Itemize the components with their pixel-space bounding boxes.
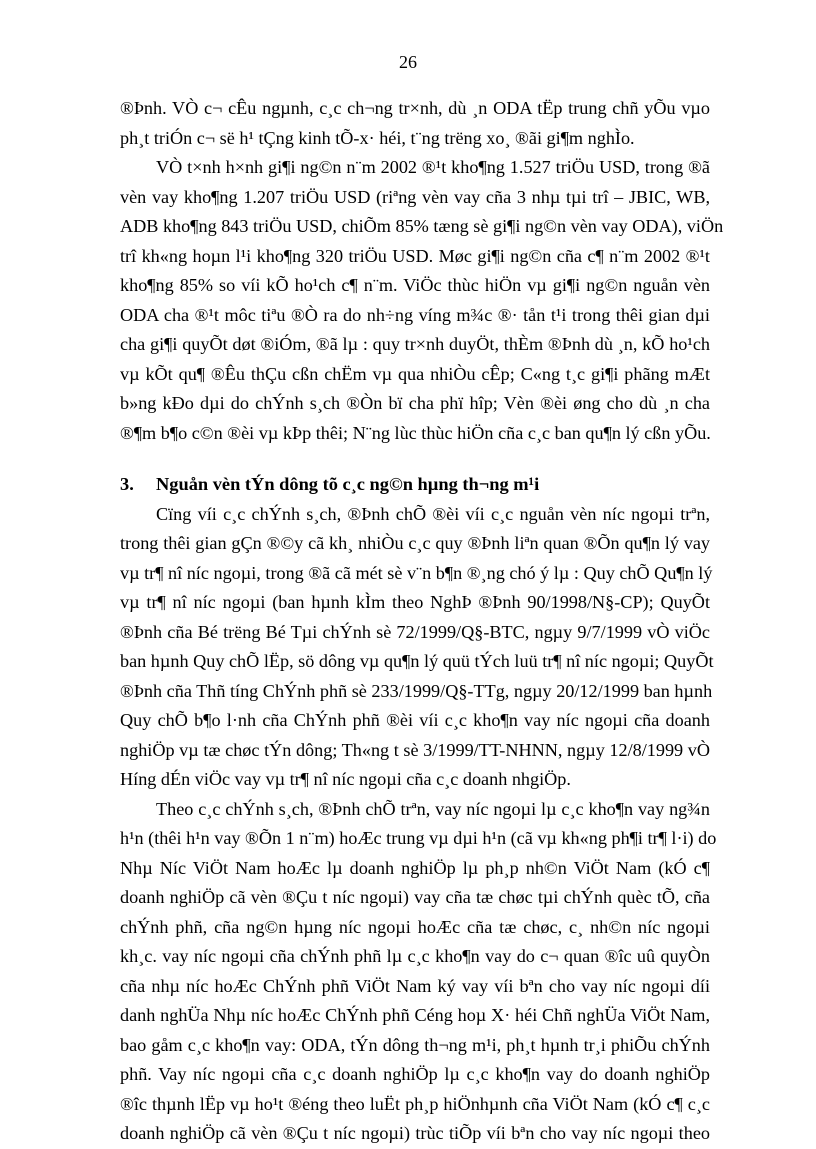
text-line: bao gåm c¸c kho¶n vay: ODA, tÝn dông th¬ng m¹i, ph¸t hµnh tr¸i phiÕu chÝnh — [120, 1034, 710, 1055]
text-line: vµ tr¶ nî níc ngoµi (ban hµnh kÌm theo NghÞ ®Þnh 90/1998/N§-CP); QuyÕt — [120, 592, 710, 612]
page-number: 26 — [399, 52, 417, 72]
text-line: phñ. Vay níc ngoµi cña c¸c doanh nghiÖp lµ c¸c kho¶n vay do doanh nghiÖp — [120, 1064, 710, 1084]
paragraph-regulations — [120, 500, 714, 795]
text-line: cña nhµ níc hoÆc ChÝnh phñ ViÖt Nam ký vay víi bªn cho vay níc ngoµi díi — [120, 975, 710, 996]
section-title: Nguån vèn tÝn dông tõ c¸c ng©n hµng th¬ng m¹i — [156, 474, 540, 494]
text-line: kh¸c. vay níc ngoµi cña chÝnh phñ lµ c¸c kho¶n vay do c¬ quan ®îc uû quyÒn — [120, 946, 710, 966]
text-line: ®Þnh cña Thñ tíng ChÝnh phñ sè 233/1999/Q§-TTg, ngµy 20/12/1999 ban hµnh — [120, 680, 713, 701]
text-line: doanh nghiÖp cã vèn ®Çu t níc ngoµi) vay cña tæ chøc tµi chÝnh quèc tÕ, cña — [120, 887, 710, 907]
text-line: cha gi¶i quyÕt døt ®iÓm, ®ã lµ : quy tr×nh duyÖt, thÈm ®Þnh dù ¸n, kÕ ho¹ch — [120, 334, 710, 354]
text-line: vèn vay kho¶ng 1.207 triÖu USD (riªng vèn vay cña 3 nhµ tµi trî – JBIC, WB, — [120, 186, 710, 207]
text-line: Híng dÉn viÖc vay vµ tr¶ nî níc ngoµi cña c¸c doanh nhgiÖp. — [120, 769, 571, 789]
section-heading — [120, 470, 710, 500]
paragraph-continuation — [120, 94, 710, 153]
text-line: chÝnh phñ, cña ng©n hµng níc ngoµi hoÆc cña tæ chøc, c¸ nh©n níc ngoµi — [120, 916, 710, 937]
text-line: ADB kho¶ng 843 triÖu USD, chiÕm 85% tæng sè gi¶i ng©n vèn vay ODA), viÖn — [120, 216, 724, 236]
text-line: nghiÖp vµ tæ chøc tÝn dông; Th«ng t sè 3/1999/TT-NHNN, ngµy 12/8/1999 vÒ — [120, 739, 710, 760]
text-line: ®îc thµnh lËp vµ ho¹t ®éng theo luËt ph¸p hiÖnhµnh cña ViÖt Nam (kÓ c¶ c¸c — [120, 1093, 710, 1114]
text-line: trî kh«ng hoµn l¹i kho¶ng 320 triÖu USD. Møc gi¶i ng©n cña c¶ n¨m 2002 ®¹t — [120, 245, 710, 266]
section-number: 3. — [120, 474, 134, 494]
text-line: trong thêi gian gÇn ®©y cã kh¸ nhiÒu c¸c quy ®Þnh liªn quan ®Õn qu¶n lý vay — [120, 533, 710, 553]
paragraph-disbursement — [120, 153, 724, 448]
text-line: Cïng víi c¸c chÝnh s¸ch, ®Þnh chÕ ®èi víi c¸c nguån vèn níc ngoµi trªn, — [156, 503, 710, 524]
text-line: doanh nghiÖp cã vèn ®Çu t níc ngoµi) trùc tiÕp víi bªn cho vay níc ngoµi theo — [120, 1123, 710, 1143]
text-line: vµ tr¶ nî níc ngoµi, trong ®ã cã mét sè v¨n b¶n ®¸ng chó ý lµ : Quy chÕ Qu¶n lý — [120, 562, 713, 583]
text-line: ®¶m b¶o c©n ®èi vµ kÞp thêi; N¨ng lùc thùc hiÖn cña c¸c ban qu¶n lý cßn yÕu. — [120, 422, 711, 443]
paragraph-foreign-loans — [120, 795, 717, 1149]
text-line: h¹n (thêi h¹n vay ®Õn 1 n¨m) hoÆc trung vµ dµi h¹n (cã vµ kh«ng ph¶i tr¶ l·i) do — [120, 828, 717, 848]
text-line: ban hµnh Quy chÕ lËp, sö dông vµ qu¶n lý quü tÝch luü tr¶ nî níc ngoµi; QuyÕt — [120, 651, 714, 671]
text-line: VÒ t×nh h×nh gi¶i ng©n n¨m 2002 ®¹t kho¶ng 1.527 triÖu USD, trong ®ã — [156, 157, 710, 177]
text-line: Quy chÕ b¶o l·nh cña ChÝnh phñ ®èi víi c¸c kho¶n vay níc ngoµi cña doanh — [120, 710, 710, 730]
text-line: ODA cha ®¹t môc tiªu ®Ò ra do nh÷ng víng m¾c ®· tån t¹i trong thêi gian dµi — [120, 304, 710, 325]
text-line: vµ kÕt qu¶ ®Êu thÇu cßn chËm vµ qua nhiÒu cÊp; C«ng t¸c gi¶i phãng mÆt — [120, 363, 710, 384]
text-line: b»ng kÐo dµi do chÝnh s¸ch ®Òn bï cha phï hîp; Vèn ®èi øng cho dù ¸n cha — [120, 393, 710, 413]
text-line: kho¶ng 85% so víi kÕ ho¹ch c¶ n¨m. ViÖc thùc hiÖn vµ gi¶i ng©n nguån vèn — [120, 275, 710, 295]
text-line: Nhµ Níc ViÖt Nam hoÆc lµ doanh nghiÖp lµ ph¸p nh©n ViÖt Nam (kÓ c¶ — [120, 857, 710, 878]
text-line: ®Þnh cña Bé trëng Bé Tµi chÝnh sè 72/1999/Q§-BTC, ngµy 9/7/1999 vÒ viÖc — [120, 621, 710, 642]
text-line: Theo c¸c chÝnh s¸ch, ®Þnh chÕ trªn, vay níc ngoµi lµ c¸c kho¶n vay ng¾n — [156, 798, 710, 819]
text-line: ph¸t triÓn c¬ së h¹ tÇng kinh tÕ-x· héi, t¨ng trëng xo¸ ®ãi gi¶m nghÌo. — [120, 127, 635, 148]
document-body — [120, 94, 724, 1149]
text-line: ®Þnh. VÒ c¬ cÊu ngµnh, c¸c ch¬ng tr×nh, dù ¸n ODA tËp trung chñ yÕu vµo — [120, 98, 710, 118]
text-line: danh nghÜa Nhµ níc hoÆc ChÝnh phñ Céng hoµ X· héi Chñ nghÜa ViÖt Nam, — [120, 1005, 710, 1025]
